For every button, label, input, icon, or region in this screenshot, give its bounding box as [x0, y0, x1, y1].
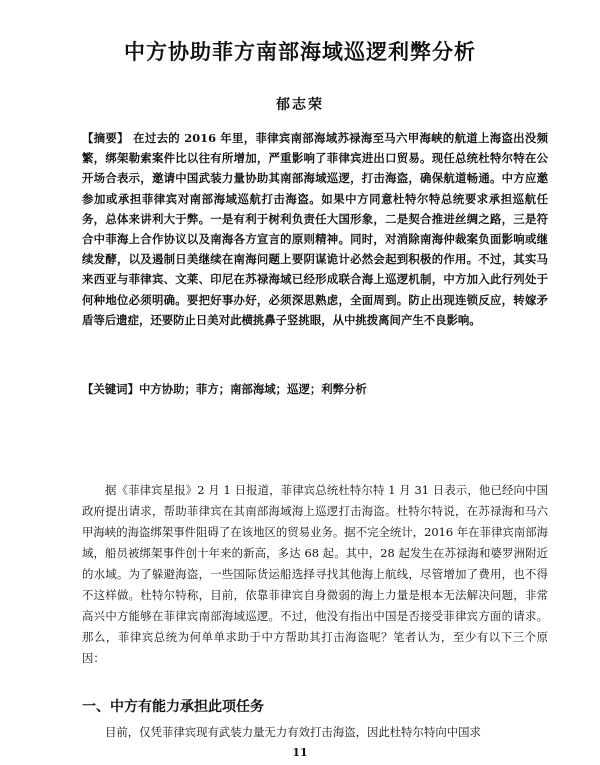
- abstract-label: 【摘要】: [82, 131, 129, 145]
- keywords-text: 中方协助；菲方；南部海域；巡逻；利弊分析: [138, 382, 367, 396]
- section-heading: 一、中方有能力承担此项任务: [82, 699, 264, 715]
- page-number: 11: [292, 746, 308, 759]
- keywords-section: [82, 379, 548, 399]
- keywords-label: 【关键词】: [82, 382, 139, 396]
- body-paragraph: 据《菲律宾星报》2 月 1 日报道，菲律宾总统杜特尔特 1 月 31 日表示，他已经向中国政府提出请求，帮助菲律宾在其南部海域海上巡逻打击海盗。杜特尔特说，在苏禄海和马六甲海峡的海盗绑架事件阻碍了在该地区的贸易业务。据不完全统计，2016 年在菲律宾南部海域，船员被绑架事件创十年来的新高，多达 68 起。其中，28 起发生在苏禄海和婆罗洲附近的水域。为了躲避海盗，一些国际货运船选择寻找其他海上航线，尽管增加了费用，也不得不这样做。杜特尔特称，目前，依靠菲律宾自身微弱的海上力量是根本无法解决问题，非常高兴中方能够在菲律宾南部海域巡逻。不过，他没有指出中国是否接受菲律宾方面的请求。那么，菲律宾总统为何单单求助于中方帮助其打击海盗呢？笔者认为，至少有以下三个原因：: [82, 483, 548, 665]
- author-name: 郁志荣: [276, 97, 324, 113]
- abstract-section: [82, 128, 548, 330]
- paper-title: 中方协助菲方南部海域巡逻利弊分析: [124, 40, 476, 64]
- body-paragraph: 目前，仅凭菲律宾现有武装力量无力有效打击海盗，因此杜特尔特向中国求: [105, 725, 481, 739]
- abstract-text: 在过去的 2016 年里，菲律宾南部海域苏禄海至马六甲海峡的航道上海盗出没频繁，绑架勒索案件比以往有所增加，严重影响了菲律宾进出口贸易。现任总统杜特尔特在公开场合表示，邀请中国武装力量协助其南部海域巡逻，打击海盗，确保航道畅通。中方应邀参加或承担菲律宾对南部海域巡航打击海盗。如果中方同意杜特尔特总统要求承担巡航任务，总体来讲利大于弊。一是有利于树利负责任大国形象，二是契合推进丝绸之路，三是符合中菲海上合作协议以及南海各方宣言的原则精神。同时，对消除南海仲裁案负面影响或继续发酵，以及遏制日美继续在南海问题上要阴谋诡计必然会起到积极的作用。不过，其实马来西亚与菲律宾、文莱、印尼在苏禄海域已经形成联合海上巡逻机制，中方加入此行列处于何种地位必须明确。要把好事办好，必须深思熟虑，全面周到。防止出现连锁反应，转嫁矛盾等后遗症，还要防止日美对此横挑鼻子竖挑眼，从中挑拨离间产生不良影响。: [82, 131, 548, 327]
